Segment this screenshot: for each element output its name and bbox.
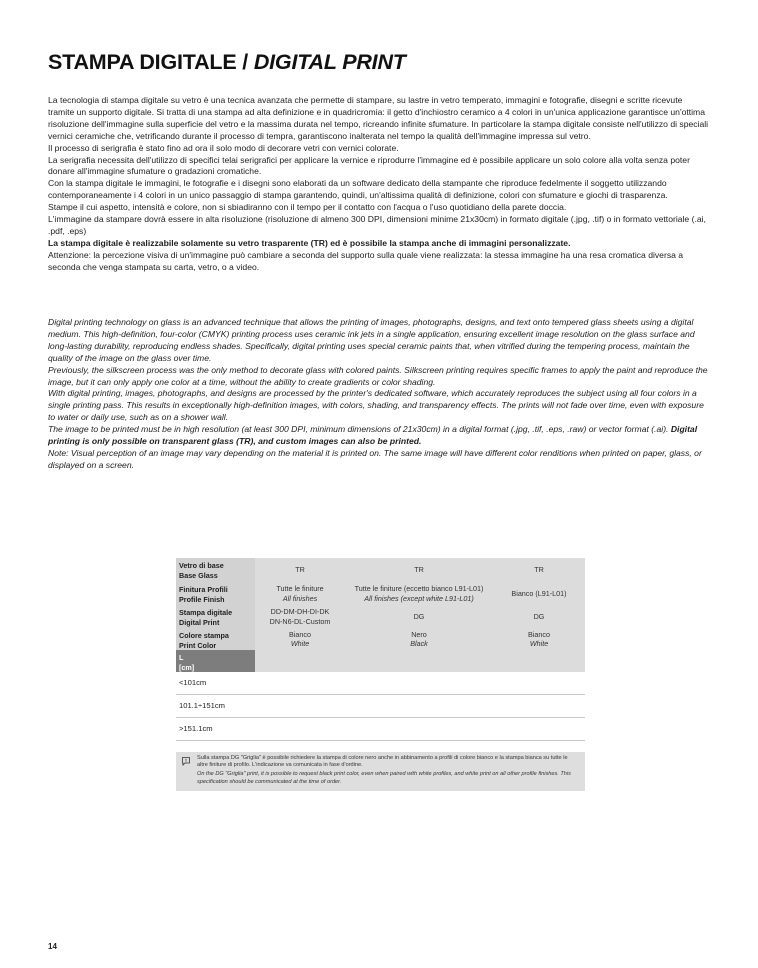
it-paragraph: Con la stampa digitale le immagini, le fotografie e i disegni sono elaborati da un software dedicato della stampante che riproduce fedelmente il soggetto utilizzando contemporaneamente i 4 colori in un unico passaggio di stampa garantendo, quindi, un'altissima qualità di definizione, colori con sfumature e giochi di trasparenza. (48, 178, 668, 201)
row-header: Finitura Profili Profile Finish (176, 582, 255, 605)
spec-table (176, 558, 585, 741)
en-paragraph: The image to be printed must be in high resolution (at least 300 DPI, minimum dimensions of 21x30cm) in a digital format (.jpg, .tif, .eps, .raw) or vector format (.ai). Digital printing is only possible on transparent glass (TR), and custom images can also be printed. (48, 424, 698, 447)
table-cell: DD-DM-DH-DI-DK DN-N6-DL-Custom (269, 607, 331, 626)
page-title: STAMPA DIGITALE / DIGITAL PRINT (48, 50, 406, 74)
row-header: L [cm] (176, 650, 255, 672)
it-paragraph: Attenzione: la percezione visiva di un'immagine può cambiare a seconda del supporto sulla quale viene realizzata: la stessa immagine ha una resa cromatica diversa a seconda che venga stampata su carta, vetro, o a video. (48, 249, 684, 272)
spec-row-print-color (176, 628, 585, 650)
en-paragraph: Note: Visual perception of an image may vary depending on the material it is printed on. The same image will have different color renditions when printed on paper, glass, or displayed on a screen. (48, 447, 702, 470)
empty-cell (345, 650, 493, 672)
table-cell: DG (413, 611, 425, 621)
it-paragraph: L'immagine da stampare dovrà essere in alta risoluzione (risoluzione di almeno 300 DPI, dimensioni minime 21x30cm) in formato digitale (.jpg, .tif) o in formato vettoriale (.ai, .pdf, .eps) (48, 214, 706, 236)
it-bold-paragraph: La stampa digitale è realizzabile solamente su vetro trasparente (TR) ed è possibile la stampa anche di immagini personalizzate. (48, 237, 571, 248)
table-cell: TR (414, 565, 424, 575)
size-row: 101.1÷151cm (176, 695, 585, 718)
english-text (48, 317, 712, 472)
table-cell: TR (534, 565, 544, 575)
table-cell: Tutte le finiture (eccetto bianco L91-L01) All finishes (except white L91-L01) (354, 584, 484, 603)
row-header: Vetro di base Base Glass (176, 558, 255, 582)
it-paragraph: Stampe il cui aspetto, intensità e colore, non si sbiadiranno con il tempo per il contatto con l'acqua o l'uso quotidiano della parete doccia. (48, 202, 567, 213)
it-paragraph: La serigrafia necessita dell'utilizzo di specifici telai serigrafici per applicare la vernice e riprodurre l'immagine ed è possibile applicare un solo colore alla volta senza poter donare all'immagine sfumature o gradazioni cromatiche. (48, 154, 690, 177)
en-paragraph: Digital printing technology on glass is an advanced technique that allows the printing of images, photographs, designs, and text onto tempered glass sheets using a digital medium. This high-definition, four-color (CMYK) printing process uses ceramic ink jets in a single application, ensuring excellent image resolution on the glass surface and long-lasting durability, reproducing endless shades. Specifically, digital printing uses special ceramic paints that, when vitrified during the tempering process, maintain the quality of the image on the glass over time. (48, 317, 695, 363)
it-paragraph: La tecnologia di stampa digitale su vetro è una tecnica avanzata che permette di stampare, su lastre in vetro temperato, immagini e fotografie, disegni e scritte ricevute tramite un supporto digitale. Si tratta di una stampa ad alta definizione e in quadricromia: il getto d'inchiostro ceramico a 4 colori in un'unica applicazione garantisce un'ottima risoluzione dell'immagine sulla superficie del vetro e la massima durata nel tempo, ricreando infinite sfumature. In particolare la stampa digitale consiste nell'utilizzo di speciali vernici ceramiche che, vetrificando durante il processo di tempra, garantiscono inalterata nel tempo la qualità dell'immagine impressa sul vetro. (48, 95, 709, 141)
en-paragraph: Previously, the silkscreen process was the only method to decorate glass with colored paints. Silkscreen printing requires specific frames to apply the paint and reproduce the image, but it can only apply one color at a time, without the ability to create gradients or color shading. (48, 364, 708, 387)
empty-cell (493, 650, 585, 672)
note-italian: Sulla stampa DG "Griglia" è possibile richiedere la stampa di colore nero anche in abbinamento a profili di colore bianco e la stampa bianca su tutte le altre finiture di profilo. L'indicazione va comunicata in fase d'ordine. (197, 755, 568, 769)
table-cell: Bianco White (528, 629, 550, 648)
spec-row-base-glass (176, 558, 585, 582)
it-paragraph: Il processo di serigrafia è stato fino ad ora il solo modo di decorare vetri con vernici colorate. (48, 142, 399, 153)
spec-row-digital-print (176, 605, 585, 628)
table-cell: DG (533, 611, 545, 621)
table-cell: Nero Black (410, 629, 428, 648)
spec-row-profile-finish (176, 582, 585, 605)
note-english: On the DG "Griglia" print, it is possible to request black print color, even when paired with white profiles, and white print on all other profile finishes. This specification should be communicated at the time of order. (197, 771, 571, 785)
italian-text (48, 95, 710, 274)
row-header: Stampa digitale Digital Print (176, 605, 255, 628)
table-cell: Bianco (L91-L01) (511, 588, 567, 598)
size-row: >151.1cm (176, 718, 585, 741)
row-header: Colore stampa Print Color (176, 628, 255, 650)
page-number: 14 (48, 942, 57, 951)
table-cell: Bianco White (289, 629, 311, 648)
table-cell: Tutte le finiture All finishes (276, 584, 324, 603)
info-speech-icon (181, 756, 191, 766)
en-paragraph: With digital printing, images, photographs, and designs are processed by the printer's dedicated software, which accurately reproduces the subject using all four colors in a single printing pass. This results in exceptionally high-definition images, with colors, shading, and transparency effects. The prints will not fade over time, even with exposure to water or daily use, such as on a shower wall. (48, 388, 704, 423)
size-row: <101cm (176, 672, 585, 695)
spec-row-length (176, 650, 585, 672)
note-box (176, 752, 585, 791)
empty-cell (255, 650, 345, 672)
table-cell: TR (295, 565, 305, 575)
